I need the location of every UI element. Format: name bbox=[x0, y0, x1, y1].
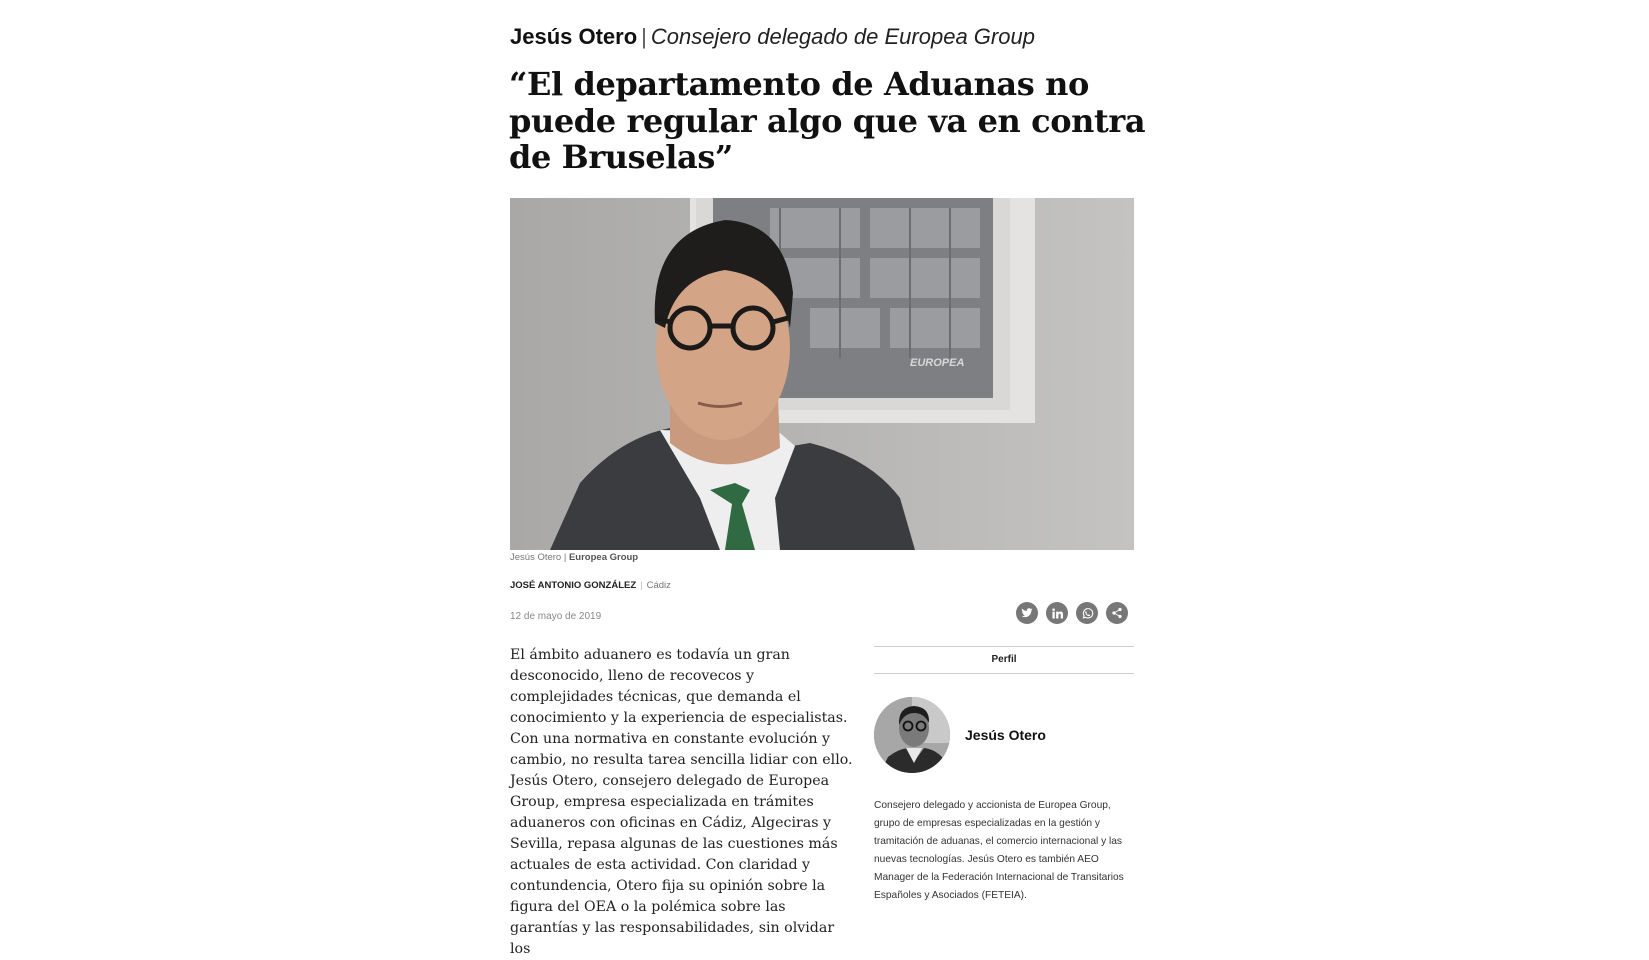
caption-credit: Europea Group bbox=[568, 552, 639, 563]
article-body: El ámbito aduanero es todavía un gran desconocido, lleno de recovecos y complejidades técnicas, que demanda el conocimiento y la experiencia de especialistas. Con una normativa en constante evolución y cambio, no resulta tarea sencilla lidiar con ello. Jesús Otero, consejero delegado de Europea Group, empresa especializada en trámites aduaneros con oficinas en Cádiz, Algeciras y Sevilla, repasa algunas de las cuestiones más actuales de esta actividad. Con claridad y contundencia, Otero fija su opinión sobre la figura del OEA o la polémica sobre las garantías y las responsabilidades, sin olvidar los bbox=[510, 647, 853, 957]
kicker-separator: | bbox=[641, 24, 647, 49]
publish-date: 12 de mayo de 2019 bbox=[510, 611, 602, 622]
photo-caption bbox=[510, 552, 638, 563]
caption-separator: | bbox=[563, 552, 567, 563]
profile-sidebar bbox=[874, 646, 1134, 905]
byline-separator: | bbox=[640, 580, 643, 591]
linkedin-share-button[interactable] bbox=[1046, 602, 1068, 624]
interviewee-kicker bbox=[510, 22, 1210, 52]
twitter-icon bbox=[1021, 607, 1033, 619]
article-photo[interactable] bbox=[510, 198, 1134, 550]
twitter-share-button[interactable] bbox=[1016, 602, 1038, 624]
byline-location: Cádiz bbox=[646, 580, 671, 591]
byline bbox=[510, 580, 671, 591]
avatar bbox=[874, 697, 950, 773]
interviewee-name: Jesús Otero bbox=[510, 24, 638, 49]
portrait-image bbox=[510, 198, 1134, 550]
linkedin-icon bbox=[1052, 608, 1063, 619]
profile-tab[interactable]: Perfil bbox=[874, 646, 1134, 674]
profile-name: Jesús Otero bbox=[965, 727, 1046, 743]
profile-portrait bbox=[874, 697, 950, 773]
article-headline: “El departamento de Aduanas no puede regular algo que va en contra de Bruselas” bbox=[509, 65, 1146, 176]
share-button[interactable] bbox=[1106, 602, 1128, 624]
whatsapp-icon bbox=[1081, 607, 1094, 620]
caption-name: Jesús Otero bbox=[510, 552, 562, 563]
author-name[interactable]: JOSÉ ANTONIO GONZÁLEZ bbox=[510, 580, 637, 591]
poster-logo: EUROPEA bbox=[910, 357, 965, 369]
share-bar bbox=[1016, 602, 1128, 626]
profile-bio: Consejero delegado y accionista de Europea Group, grupo de empresas especializadas en la gestión y tramitación de aduanas, el comercio internacional y las nuevas tecnologías. Jesús Otero es también AEO Manager de la Federación Internacional de Transitarios Españoles y Asociados (FETEIA). bbox=[874, 800, 1124, 901]
whatsapp-share-button[interactable] bbox=[1076, 602, 1098, 624]
profile-header bbox=[874, 697, 1134, 773]
interviewee-role: Consejero delegado de Europea Group bbox=[650, 24, 1035, 49]
share-icon bbox=[1111, 607, 1123, 619]
